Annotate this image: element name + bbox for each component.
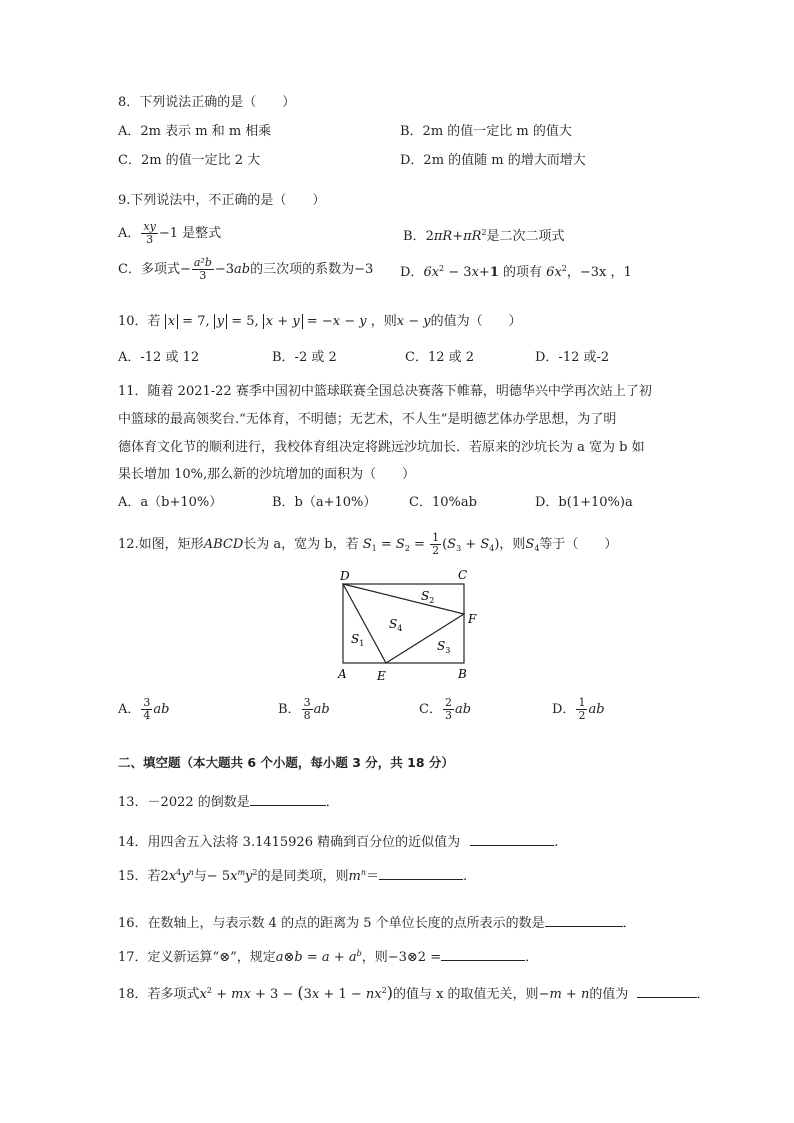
vertex-d-label: D xyxy=(340,569,350,583)
q10-option-c: C．12 或 2 xyxy=(405,350,475,365)
q11-option-d: D．b(1+10%)a xyxy=(535,495,633,510)
q8-option-c: C．2m 的值一定比 2 大 xyxy=(118,153,261,168)
q10-option-d: D．-12 或-2 xyxy=(535,350,610,365)
q11-line-1: 11．随着 2021-22 赛季中国初中篮球联赛全国总决赛落下帷幕，明德华兴中学再次站上了初 xyxy=(118,384,652,399)
rectangle-abcd xyxy=(343,584,464,663)
q9-a-fraction: $\frac{xy}{3}$ xyxy=(143,220,156,246)
q9-c-fraction: $\frac{\text{a²b}}{3}$ xyxy=(193,256,212,282)
q10-option-a: A．-12 或 12 xyxy=(118,350,200,365)
q14: 14．用四舍五入法将 3.1415926 精确到百分位的近似值为 . xyxy=(118,835,559,850)
q17-answer-blank[interactable] xyxy=(441,948,525,961)
q11-line-3: 德体育文化节的顺利进行，我校体育组决定将跳远沙坑加长．若原来的沙坑长为 a 宽为 b 如 xyxy=(118,440,645,455)
q11-option-a: A．a（b+10%） xyxy=(118,495,223,510)
q18-answer-blank[interactable] xyxy=(637,985,697,998)
q8-option-b: B．2m 的值一定比 m 的值大 xyxy=(400,124,572,139)
q12-option-b: B． $\frac{3}{8}$ ab xyxy=(278,696,330,722)
q17: 17．定义新运算“⊗”，规定a⊗b = $a + a^b$，则−3⊗2 = ． xyxy=(118,949,539,965)
q12-option-d: D． $\frac{1}{2}$ ab xyxy=(552,696,605,722)
vertex-b-label: B xyxy=(458,667,467,681)
q10-stem: 10．若 x = 7, y = 5, x + y = −x − y ，则x − y的值为（ ） xyxy=(118,314,522,329)
q11-option-c: C．10%ab xyxy=(409,495,477,510)
vertex-a-label: A xyxy=(338,667,347,681)
q11-option-b: B．b（a+10%） xyxy=(272,495,377,510)
region-s1-label: $S_1$ xyxy=(351,632,365,648)
vertex-e-label: E xyxy=(377,669,386,683)
q12-option-a: A． $\frac{3}{4}$ ab xyxy=(118,696,170,722)
region-s4-label: $S_4$ xyxy=(389,617,403,633)
section-2-title: 二、填空题（本大题共 6 个小题，每小题 3 分，共 18 分） xyxy=(118,755,454,770)
q8-option-d: D．2m 的值随 m 的增大而增大 xyxy=(400,153,586,168)
q10-option-b: B．-2 或 2 xyxy=(272,350,337,365)
q16-answer-blank[interactable] xyxy=(545,914,623,927)
region-s3-label: $S_3$ xyxy=(437,639,451,655)
vertex-c-label: C xyxy=(458,568,468,582)
q9-stem: 9.下列说法中，不正确的是（ ） xyxy=(118,193,326,208)
q9-option-d: D．$6x^2 - 3x+1$ 的项有 $6x^2$，−3x ，1 xyxy=(400,264,632,280)
q8-option-a: A．2m 表示 m 和 m 相乘 xyxy=(118,124,272,139)
q9-option-b: B．$2\pi R+\pi R^2$是二次二项式 xyxy=(403,228,565,244)
q12-option-c: C． $\frac{2}{3}$ ab xyxy=(419,696,472,722)
q11-line-4: 果长增加 10%,那么新的沙坑增加的面积为（ ） xyxy=(118,467,416,482)
triangle-def xyxy=(343,584,464,663)
q15-answer-blank[interactable] xyxy=(379,867,463,880)
q18: 18．若多项式$x^2$ + mx + $3 - (3x + 1 - nx^2)$的值与 x 的取值无关，则−m + n的值为 ． xyxy=(118,983,710,1002)
vertex-f-label: F xyxy=(468,612,477,626)
q11-line-2: 中篮球的最高领奖台.“无体育，不明德；无艺术，不人生”是明德艺体办学思想，为了明 xyxy=(118,412,617,427)
q9-option-a: A． $\frac{xy}{3}$ −1 是整式 xyxy=(118,220,222,246)
q14-answer-blank[interactable] xyxy=(470,833,554,846)
q9-option-c: C．多项式− $\frac{\text{a²b}}{3}$ −3ab的三次项的系数为−3 xyxy=(118,256,374,282)
q12-stem: 12.如图，矩形ABCD长为 a，宽为 b，若 $S_1 = S_2$ = $\frac{1}{2}$ $(S_3 + S_4)$，则$S_4$等于（ ） xyxy=(118,531,618,557)
q16: 16．在数轴上，与表示数 4 的点的距离为 5 个单位长度的点所表示的数是 ． xyxy=(118,916,636,931)
region-s2-label: $S_2$ xyxy=(421,589,435,605)
q13-answer-blank[interactable] xyxy=(250,793,326,806)
q8-stem: 8．下列说法正确的是（ ） xyxy=(118,95,296,110)
q15: 15．若$2x^4y^n$与− $5x^my^2$的是同类项，则$m^n=$ . xyxy=(118,868,468,884)
q13: 13．－2022 的倒数是 ． xyxy=(118,795,339,810)
